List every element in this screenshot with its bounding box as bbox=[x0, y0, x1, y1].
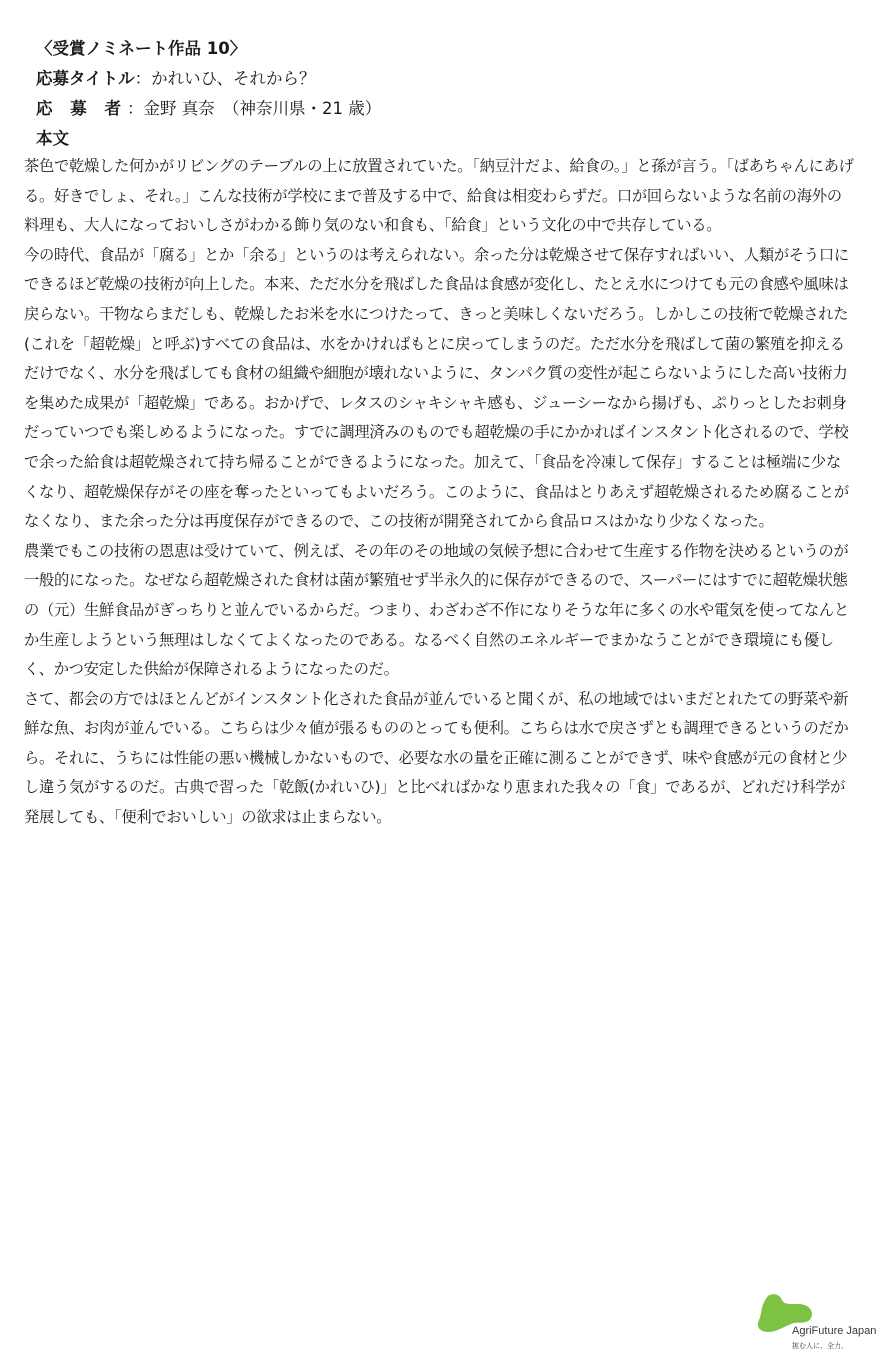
essay-paragraph: 農業でもこの技術の恩恵は受けていて、例えば、その年のその地域の気候予想に合わせて生産する作物を決めるというのが一般的になった。なぜなら超乾燥された食材は菌が繁殖せず半永久的に保存ができるので、スーパーにはすでに超乾燥状態の（元）生鮮食品がぎっちりと並んでいるからだ。つまり、わざわざ不作になりそうな年に多くの水や電気を使ってなんとか生産しようという無理はしなくてよくなったのである。なるべく自然のエネルギーでまかなうことができ環境にも優しく、かつ安定した供給が保障されるようになったのだ。 bbox=[24, 541, 849, 679]
essay-paragraph: さて、都会の方ではほとんどがインスタント化された食品が並んでいると聞くが、私の地域ではいまだとれたての野菜や新鮮な魚、お肉が並んでいる。こちらは少々値が張るもののとっても便利。こちらは水で戻さずとも調理できるというのだから。それに、うちには性能の悪い機械しかないもので、必要な水の量を正確に測ることができず、味や食感が元の食材と少し違う気がするのだ。古典で習った「乾飯(かれいひ)」と比べればかなり恵まれた我々の「食」であるが、どれだけ科学が発展しても、「便利でおいしい」の欲求は止まらない。 bbox=[24, 689, 849, 827]
entry-title-value: ：かれいひ、それから？ bbox=[134, 69, 316, 88]
entry-title-row bbox=[36, 64, 856, 94]
logo-tagline: 挑む人に、全力。 bbox=[792, 1342, 848, 1350]
essay-paragraph: 茶色で乾燥した何かがリビングのテーブルの上に放置されていた。「納豆汁だよ、給食の。」と孫が言う。「ばあちゃんにあげる。好きでしょ、それ。」こんな技術が学校にまで普及する中で、給食は相変わらずだ。口が回らないような名前の海外の料理も、大人になっておいしさがわかる飾り気のない和食も、「給食」という文化の中で共存している。 bbox=[24, 157, 854, 235]
entry-heading: 〈受賞ノミネート作品 10〉 bbox=[36, 39, 247, 58]
essay-paragraph: 今の時代、食品が「腐る」とか「余る」というのは考えられない。余った分は乾燥させて保存すればいい、人類がそう口にできるほど乾燥の技術が向上した。本来、ただ水分を飛ばした食品は食感が変化し、たとえ水につけても元の食感や風味は戻らない。干物ならまだしも、乾燥したお米を水につけたって、きっと美味しくないだろう。しかしこの技術で乾燥された(これを「超乾燥」と呼ぶ)すべての食品は、水をかければもとに戻ってしまうのだ。ただ水分を飛ばして菌の繁殖を抑えるだけでなく、水分を飛ばしても食材の組織や細胞が壊れないように、タンパク質の変性が起こらないようにした高い技術力を集めた成果が「超乾燥」である。おかげで、レタスのシャキシャキ感も、ジューシーなから揚げも、ぷりっとしたお刺身だっていつでも楽しめるようになった。すでに調理済みのものでも超乾燥の手にかかればインスタント化されるので、学校で余った給食は超乾燥されて持ち帰ることができるようになった。加えて、「食品を冷凍して保存」することは極端に少なくなり、超乾燥保存がその座を奪ったといってもよいだろう。このように、食品はとりあえず超乾燥されるため腐ることがなくなり、また余った分は再度保存ができるので、この技術が開発されてから食品ロスはかなり少なくなった。 bbox=[24, 245, 849, 531]
agrifuture-logo bbox=[756, 1292, 884, 1350]
applicant-value: ：金野 真奈 （神奈川県・21 歳） bbox=[127, 99, 382, 118]
applicant-label: 応 募 者 bbox=[36, 99, 127, 118]
applicant-row bbox=[36, 94, 856, 124]
logo-name: AgriFuture Japan bbox=[792, 1325, 877, 1337]
body-label: 本文 bbox=[36, 129, 69, 148]
essay-body bbox=[24, 152, 854, 833]
entry-title-label: 応募タイトル bbox=[36, 69, 135, 88]
entry-header bbox=[36, 34, 856, 154]
